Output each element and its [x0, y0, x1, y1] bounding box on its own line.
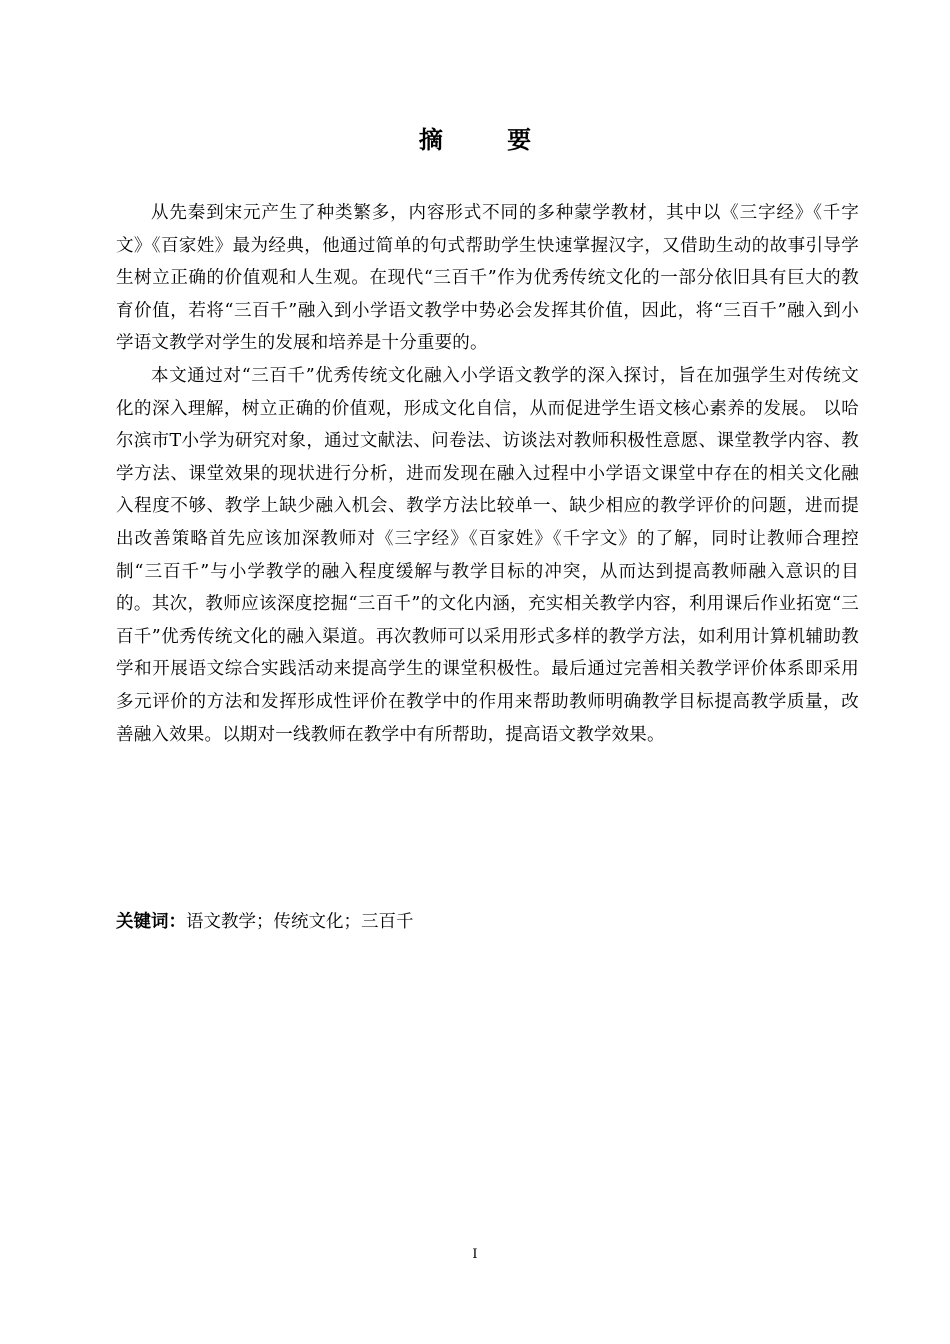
- abstract-title: 摘 要: [418, 126, 560, 154]
- keywords-label: 关键词：: [116, 912, 186, 932]
- abstract-paragraph-1: 从先秦到宋元产生了种类繁多，内容形式不同的多种蒙学教材，其中以《三字经》《千字文》《百家姓》最为经典，他通过简单的句式帮助学生快速掌握汉字，又借助生动的故事引导学生树立正确的价值观和人生观。在现代“三百千”作为优秀传统文化的一部分依旧具有巨大的教育价值，若将“三百千”融入到小学语文教学中势必会发挥其价值，因此，将“三百千”融入到小学语文教学对学生的发展和培养是十分重要的。: [116, 203, 859, 354]
- page-number: I: [472, 1247, 478, 1262]
- keywords-value: 语文教学；传统文化；三百千: [186, 912, 414, 932]
- keywords-line: [116, 906, 859, 938]
- abstract-body: [116, 197, 859, 751]
- abstract-paragraph-2: 本文通过对“三百千”优秀传统文化融入小学语文教学的深入探讨，旨在加强学生对传统文化的深入理解，树立正确的价值观，形成文化自信，从而促进学生语文核心素养的发展。 以哈尔滨市T小学为研究对象，通过文献法、问卷法、访谈法对教师积极性意愿、课堂教学内容、教学方法、课堂效果的现状进行分析，进而发现在融入过程中小学语文课堂中存在的相关文化融入程度不够、教学上缺少融入机会、教学方法比较单一、缺少相应的教学评价的问题，进而提出改善策略首先应该加深教师对《三字经》《百家姓》《千字文》的了解，同时让教师合理控制“三百千”与小学教学的融入程度缓解与教学目标的冲突，从而达到提高教师融入意识的目的。其次，教师应该深度挖掘“三百千”的文化内涵，充实相关教学内容，利用课后作业拓宽“三百千”优秀传统文化的融入渠道。再次教师可以采用形式多样的教学方法，如利用计算机辅助教学和开展语文综合实践活动来提高学生的课堂积极性。最后通过完善相关教学评价体系即采用多元评价的方法和发挥形成性评价在教学中的作用来帮助教师明确教学目标提高教学质量，改善融入效果。以期对一线教师在教学中有所帮助，提高语文教学效果。: [116, 365, 859, 745]
